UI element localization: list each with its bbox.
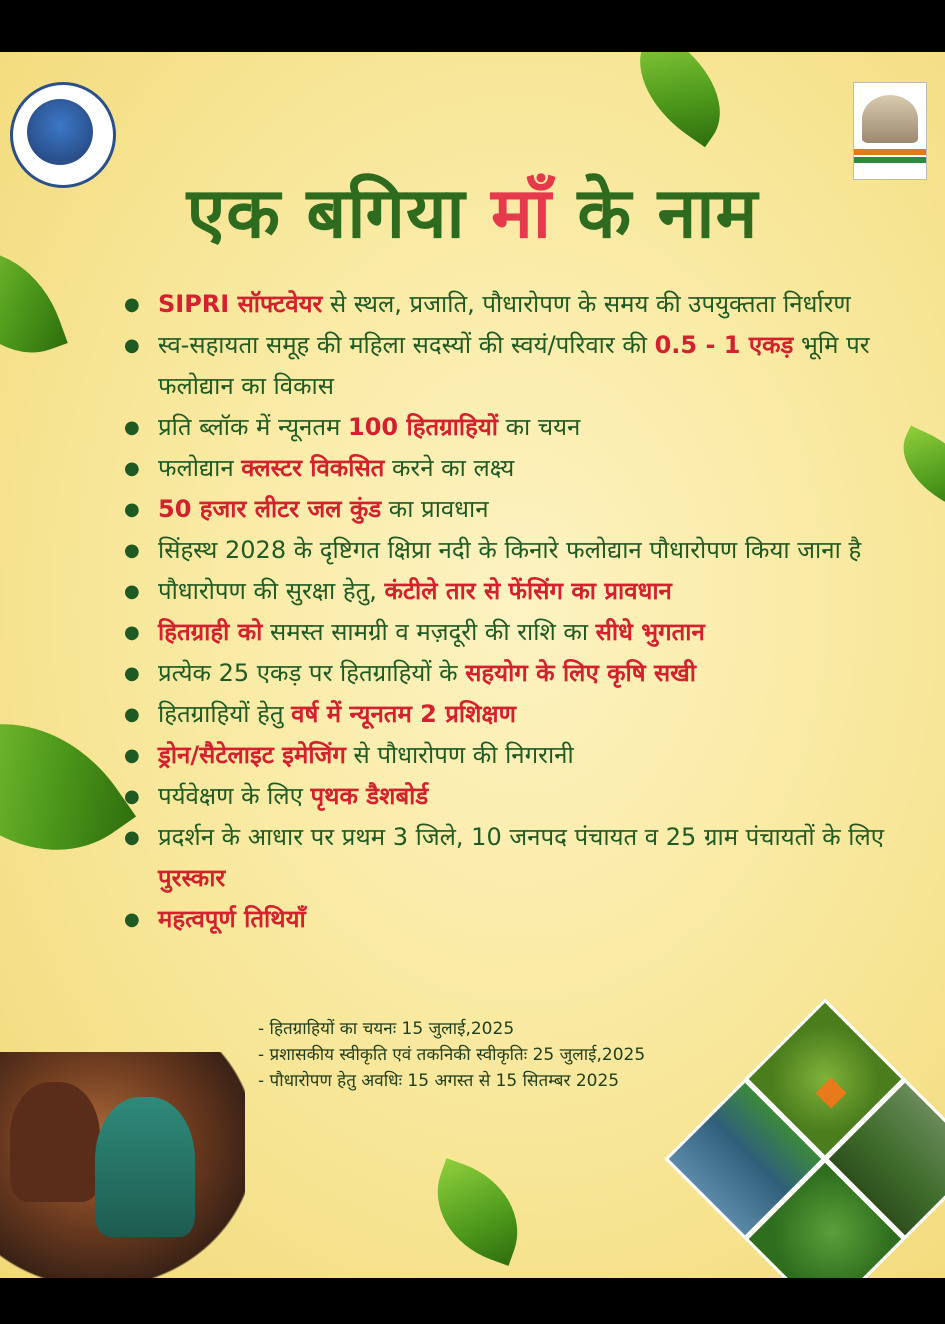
- highlighted-text: 100 हितग्राहियों: [348, 413, 498, 441]
- item-text: स्व-सहायता समूह की महिला सदस्यों की स्वयं/परिवार की: [158, 331, 655, 359]
- item-text: फलोद्यान: [158, 454, 242, 482]
- item-text: प्रदर्शन के आधार पर प्रथम 3 जिले, 10 जनपद पंचायत व 25 ग्राम पंचायतों के लिए: [158, 823, 885, 851]
- women-planting-photo: [0, 1052, 245, 1278]
- page-title: एक बगिया माँ के नाम: [186, 172, 759, 254]
- map-emblem-icon: [27, 99, 93, 165]
- item-text: से पौधारोपण की निगरानी: [345, 741, 574, 769]
- list-item: [118, 899, 918, 940]
- item-text: पौधारोपण की सुरक्षा हेतु,: [158, 577, 385, 605]
- highlighted-text: 0.5 - 1 एकड़: [654, 331, 794, 359]
- item-text: प्रति ब्लॉक में न्यूनतम: [158, 413, 349, 441]
- item-text: करने का लक्ष्य: [384, 454, 515, 482]
- leaf-decoration: [419, 1158, 536, 1266]
- list-item: [118, 284, 918, 325]
- list-item: [118, 448, 918, 489]
- highlighted-text: वर्ष में न्यूनतम 2 प्रशिक्षण: [291, 700, 516, 728]
- list-item: [118, 530, 918, 571]
- highlighted-text: कंटीले तार से फेंसिंग का प्रावधान: [384, 577, 672, 605]
- leaf-decoration: [0, 677, 136, 897]
- highlighted-text: सहयोग के लिए कृषि सखी: [465, 659, 697, 687]
- highlighted-text: 50 हजार लीटर जल कुंड: [158, 495, 382, 523]
- list-item: [118, 407, 918, 448]
- list-item: [118, 776, 918, 817]
- highlighted-text: ड्रोन/सैटेलाइट इमेजिंग: [158, 741, 346, 769]
- item-text: सिंहस्थ 2028 के दृष्टिगत क्षिप्रा नदी के किनारे फलोद्यान पौधारोपण किया जाना है: [158, 536, 862, 564]
- list-item: [118, 653, 918, 694]
- poster: [0, 52, 945, 1278]
- item-text: पर्यवेक्षण के लिए: [158, 782, 311, 810]
- item-text: का चयन: [497, 413, 581, 441]
- list-item: [118, 735, 918, 776]
- highlighted-text: SIPRI सॉफ्टवेयर: [158, 290, 323, 318]
- highlighted-text: हितग्राही को: [158, 618, 263, 646]
- highlighted-text: क्लस्टर विकसित: [241, 454, 385, 482]
- item-text: प्रत्येक 25 एकड़ पर हितग्राहियों के: [158, 659, 466, 687]
- item-text: समस्त सामग्री व मज़दूरी की राशि का: [262, 618, 596, 646]
- portrait-icon: [862, 95, 918, 143]
- item-text: भूमि पर फलोद्यान का विकास: [158, 331, 870, 400]
- list-item: [118, 612, 918, 653]
- date-item: - पौधारोपण हेतु अवधिः 15 अगस्त से 15 सितम्बर 2025: [258, 1071, 620, 1091]
- highlighted-text: पुरस्कार: [158, 864, 226, 892]
- item-text: का प्रावधान: [381, 495, 489, 523]
- highlighted-text: पृथक डैशबोर्ड: [310, 782, 429, 810]
- list-item: [118, 489, 918, 530]
- list-item: [118, 571, 918, 612]
- highlighted-text: महत्वपूर्ण तिथियाँ: [158, 905, 306, 933]
- date-item: - हितग्राहियों का चयनः 15 जुलाई,2025: [258, 1019, 515, 1039]
- date-item: - प्रशासकीय स्वीकृति एवं तकनिकी स्वीकृतिः 25 जुलाई,2025: [258, 1045, 646, 1065]
- list-item: [118, 694, 918, 735]
- important-dates-list: [258, 1016, 645, 1094]
- highlighted-text: सीधे भुगतान: [595, 618, 705, 646]
- item-text: से स्थल, प्रजाति, पौधारोपण के समय की उपयुक्तता निर्धारण: [322, 290, 851, 318]
- list-item: [118, 817, 918, 899]
- feature-list: [118, 284, 918, 940]
- list-item: [118, 325, 918, 407]
- item-text: हितग्राहियों हेतु: [158, 700, 292, 728]
- leaf-decoration: [615, 52, 745, 147]
